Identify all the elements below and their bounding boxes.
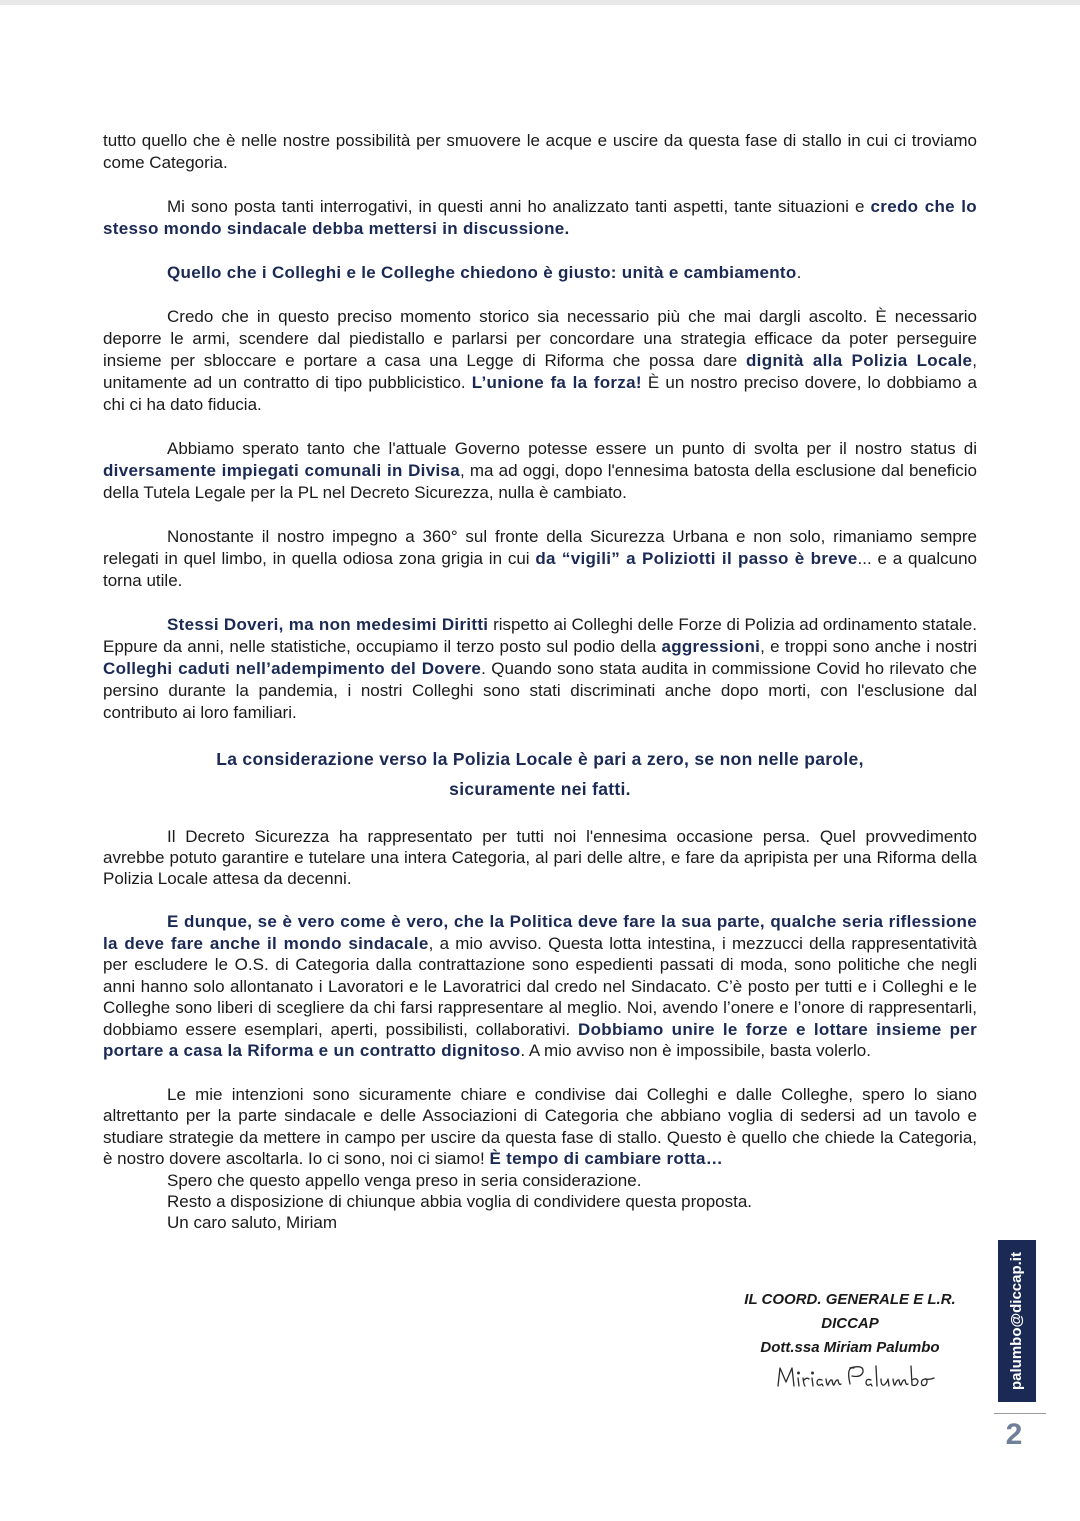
paragraph-9-text-d: . A mio avviso non è impossibile, basta volerlo. [520,1041,871,1060]
paragraph-3-text-a: Credo che in questo preciso momento storico sia necessario più che mai dargli ascolto. È necessario deporre le armi, scendere dal piedistallo e parlarsi per concordare una strategia efficace da poter perseguire insieme per sbloccare e portare a casa una Legge di Riforma che possa dare [103,307,977,370]
paragraph-5-text-c: ... e a qualcuno torna utile. [103,549,977,590]
paragraph-2 [103,262,977,284]
paragraph-8: Il Decreto Sicurezza ha rappresentato per tutti noi l'ennesima occasione persa. Quel provvedimento avrebbe potuto garantire e tutelare una intera Categoria, al pari delle altre, e fare da apripista per una Riforma della Polizia Locale attesa da decenni. [103,827,977,888]
paragraph-9-bold-a: E dunque, se è vero come è vero, che la Politica deve fare la sua parte, qualche seria riflessione la deve fare anche il mondo sindacale [103,912,977,953]
paragraph-4-text-a: Abbiamo sperato tanto che l'attuale Governo potesse essere un punto di svolta per il nostro status di [167,439,977,458]
paragraph-6-bold-a: Stessi Doveri, ma non medesimi Diritti [167,615,489,634]
letter-body [103,130,977,1233]
paragraph-5-text-a: Nonostante il nostro impegno a 360° sul fronte della Sicurezza Urbana e non solo, rimaniamo sempre relegati in quel limbo, in quella odiosa zona grigia in cui [103,527,977,568]
paragraph-6-text-b: rispetto ai Colleghi delle Forze di Polizia ad ordinamento statale. Eppure da anni, nelle statistiche, occupiamo il terzo posto sul podio della [103,615,977,656]
paragraph-6-text-f: . Quando sono stata audita in commissione Covid ho rilevato che persino durante la pandemia, i nostri Colleghi sono stati discriminati anche dopo morti, con l'esclusione dal contributo ai loro familiari. [103,659,977,722]
paragraph-3 [103,306,977,416]
page-number-rule [994,1413,1046,1414]
paragraph-4-bold-b: diversamente impiegati comunali in Divisa [103,461,460,480]
highlight-statement [103,744,977,804]
top-bar [0,0,1080,5]
paragraph-1 [103,196,977,240]
signature-block [740,1288,960,1360]
highlight-line-1: La considerazione verso la Polizia Locale è pari a zero, se non nelle parole, [216,749,864,769]
paragraph-5 [103,526,977,592]
paragraph-2-bold: Quello che i Colleghi e le Colleghe chiedono è giusto: unità e cambiamento [167,263,797,282]
paragraph-0: tutto quello che è nelle nostre possibilità per smuovere le acque e uscire da questa fase di stallo in cui ci troviamo come Categoria. [103,131,977,172]
signature-org: DICCAP [821,1315,879,1332]
handwritten-signature [770,1356,940,1396]
paragraph-4-text-c: , ma ad oggi, dopo l'ennesima batosta della esclusione dal beneficio della Tutela Legale per la PL nel Decreto Sicurezza, nulla è cambiato. [103,461,978,502]
paragraph-5-bold-b: da “vigili” a Poliziotti il passo è breve [535,549,858,568]
closing-line-2: Resto a disposizione di chiunque abbia voglia di condividere questa proposta. [167,1191,752,1211]
closing-line-1: Spero che questo appello venga preso in seria considerazione. [167,1170,642,1190]
paragraph-3-text-c: , unitamente ad un contratto di tipo pubblicistico. [103,351,977,392]
paragraph-6 [103,614,977,724]
paragraph-3-text-e: È un nostro preciso dovere, lo dobbiamo a chi ci ha dato fiducia. [103,373,977,414]
page-number: 2 [1005,1418,1023,1451]
paragraph-10-text-a: Le mie intenzioni sono sicuramente chiare e condivise dai Colleghi e dalle Colleghe, spero lo siano altrettanto per la parte sindacale e delle Associazioni di Categoria che abbiano voglia di sedersi ad un tavolo e studiare strategie da mettere in campo per uscire da questa fase di stallo. Questo è quello che chiede la Categoria, è nostro dovere ascoltarla. Io ci sono, noi ci siamo! [103,1084,977,1168]
paragraph-6-bold-e: Colleghi caduti nell’adempimento del Dovere [103,659,482,678]
email-sidebar [998,1240,1036,1402]
paragraph-6-text-d: , e troppi sono anche i nostri [760,637,977,656]
signature-title: IL COORD. GENERALE E L.R. [744,1291,956,1308]
paragraph-3-bold-d: L’unione fa la forza! [471,373,642,392]
signature-name: Dott.ssa Miriam Palumbo [760,1339,940,1356]
paragraph-10 [103,1084,977,1170]
paragraph-6-bold-c: aggressioni [661,637,761,656]
paragraph-9-text-b: , a mio avviso. Questa lotta intestina, i mezzucci della rappresentatività per escludere le O.S. di Categoria dalla contrattazione sono espedienti passati di moda, sono politiche che negli anni hanno solo allontanato i Lavoratori e le Lavoratrici dal credo nel Sindacato. C’è posto per tutti e i Colleghi e le Colleghe sono liberi di scegliere da chi farsi rappresentare al meglio. Noi, avendo l’onere e l’onore di rappresentarli, dobbiamo essere esemplari, aperti, possibilisti, collaborativi. [103,933,977,1039]
paragraph-3-bold-b: dignità alla Polizia Locale [745,351,973,370]
paragraph-10-bold-b: È tempo di cambiare rotta… [489,1149,724,1168]
paragraph-9-bold-c: Dobbiamo unire le forze e lottare insieme per portare a casa la Riforma e un contratto dignitoso [103,1019,977,1060]
paragraph-1-bold: credo che lo stesso mondo sindacale debba mettersi in discussione. [103,197,977,238]
paragraph-9 [103,911,977,1062]
paragraph-4 [103,438,977,504]
sidebar-email[interactable]: palumbo@diccap.it [1008,1252,1025,1390]
closing-line-3: Un caro saluto, Miriam [167,1212,338,1232]
highlight-line-2: sicuramente nei fatti. [449,779,631,799]
paragraph-1-text: Mi sono posta tanti interrogativi, in questi anni ho analizzato tanti aspetti, tante situazioni e [167,197,871,216]
paragraph-2-text: . [796,263,802,282]
